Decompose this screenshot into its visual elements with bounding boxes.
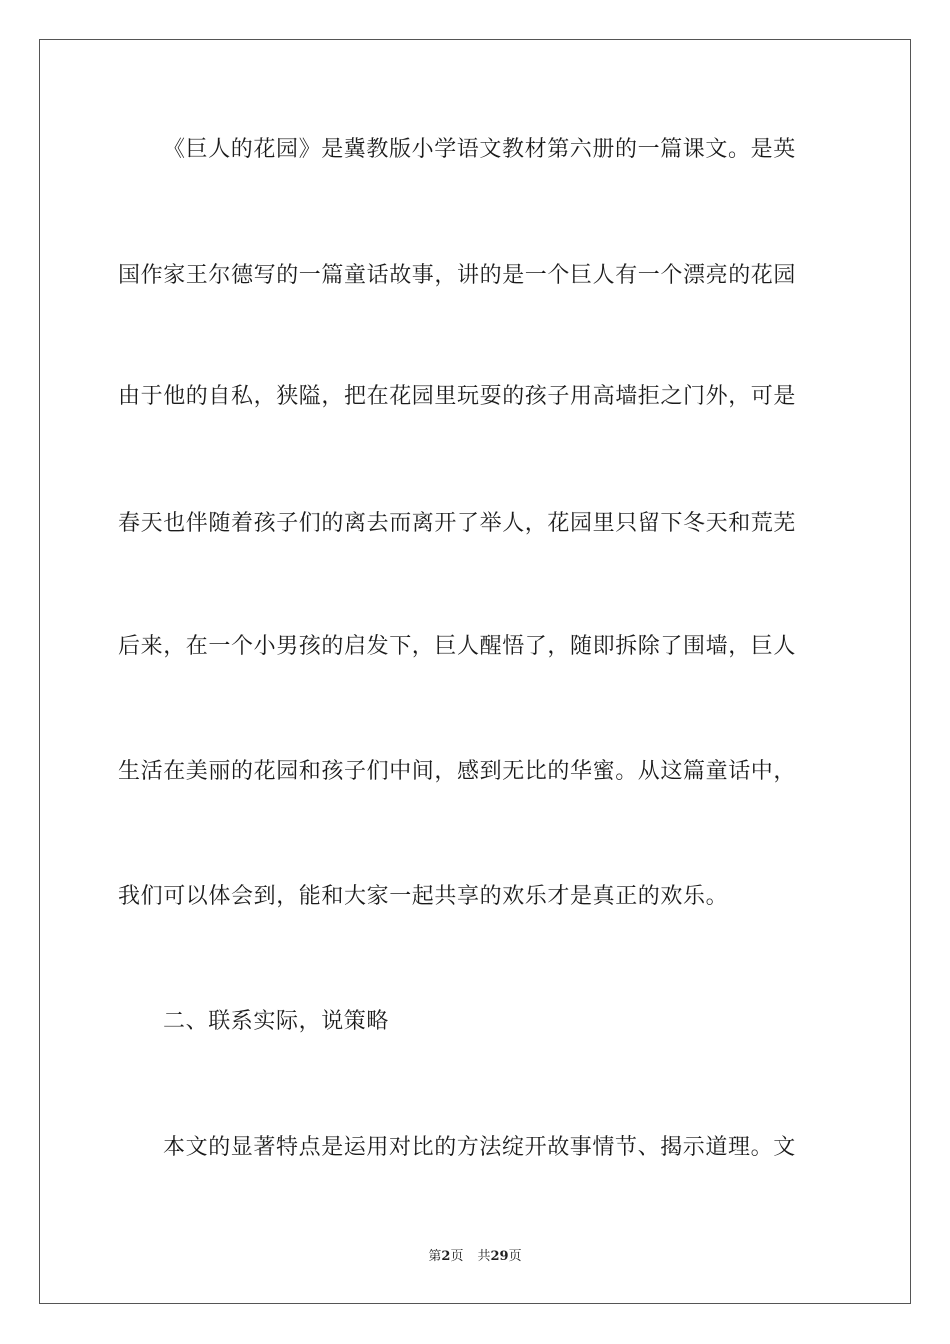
current-page-number: 2: [441, 1249, 451, 1264]
paragraph-line-6: 生活在美丽的花园和孩子们中间，感到无比的华蜜。从这篇童话中，: [118, 759, 797, 784]
total-unit: 页: [508, 1249, 522, 1264]
total-prefix: 共: [477, 1249, 491, 1264]
paragraph-line-8: 本文的显著特点是运用对比的方法绽开故事情节、揭示道理。文: [163, 1135, 796, 1160]
section-heading: 二、联系实际，说策略: [163, 1009, 390, 1034]
page-prefix: 第: [428, 1249, 442, 1264]
total-page-count: 29: [490, 1249, 509, 1264]
page-frame: [39, 39, 911, 1304]
paragraph-line-2: 国作家王尔德写的一篇童话故事，讲的是一个巨人有一个漂亮的花园: [118, 263, 797, 288]
page-unit: 页: [450, 1249, 464, 1264]
paragraph-line-3: 由于他的自私，狭隘，把在花园里玩耍的孩子用高墙拒之门外，可是: [118, 384, 797, 409]
paragraph-line-5: 后来，在一个小男孩的启发下，巨人醒悟了，随即拆除了围墙，巨人: [118, 634, 797, 659]
paragraph-line-1: 《巨人的花园》是冀教版小学语文教材第六册的一篇课文。是英: [163, 137, 796, 162]
paragraph-line-4: 春天也伴随着孩子们的离去而离开了举人，花园里只留下冬天和荒芜: [118, 511, 797, 536]
page-footer: [0, 1248, 950, 1266]
paragraph-line-7: 我们可以体会到，能和大家一起共享的欢乐才是真正的欢乐。: [118, 884, 729, 909]
